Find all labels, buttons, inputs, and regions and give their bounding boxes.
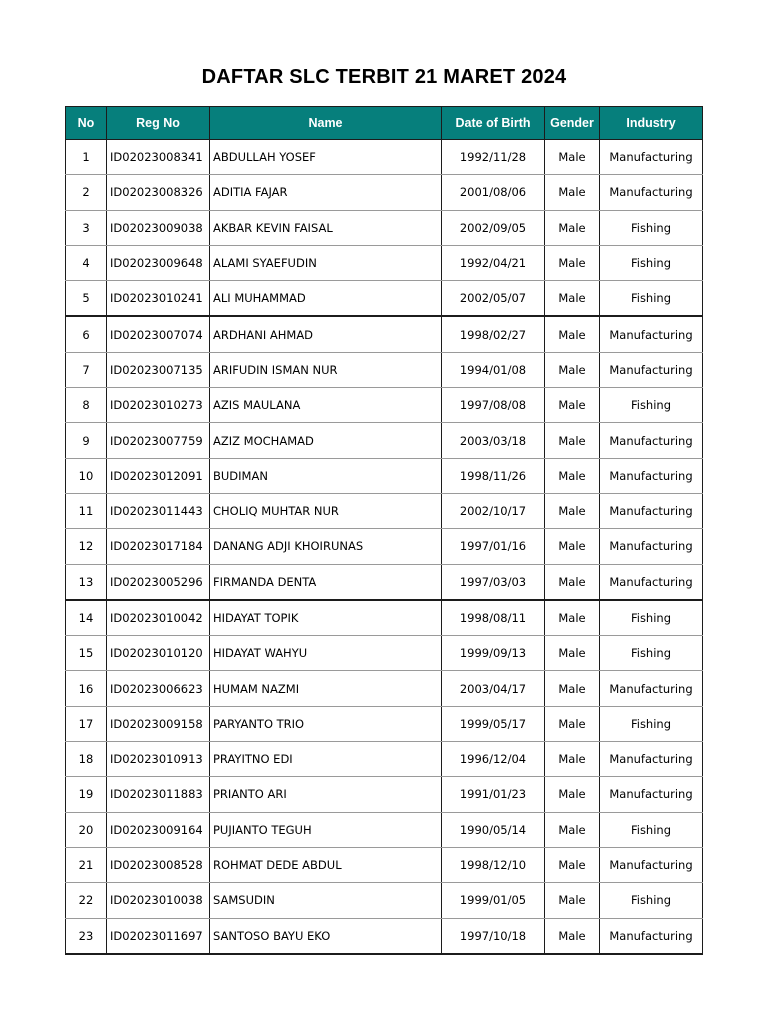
cell-name: ABDULLAH YOSEF [210, 140, 442, 175]
cell-name: ALAMI SYAEFUDIN [210, 245, 442, 280]
cell-no: 5 [66, 281, 107, 317]
cell-industry: Fishing [600, 883, 703, 918]
cell-date-of-birth: 1997/10/18 [442, 918, 545, 954]
table-row [66, 175, 703, 210]
cell-date-of-birth: 1997/08/08 [442, 388, 545, 423]
cell-gender: Male [545, 706, 600, 741]
cell-name: PRIANTO ARI [210, 777, 442, 812]
cell-name: ROHMAT DEDE ABDUL [210, 847, 442, 882]
cell-reg-no: ID02023007135 [107, 352, 210, 387]
cell-industry: Manufacturing [600, 529, 703, 564]
cell-no: 17 [66, 706, 107, 741]
table-row [66, 918, 703, 954]
cell-date-of-birth: 1997/01/16 [442, 529, 545, 564]
cell-gender: Male [545, 210, 600, 245]
table-row [66, 281, 703, 317]
cell-reg-no: ID02023009648 [107, 245, 210, 280]
cell-no: 2 [66, 175, 107, 210]
cell-no: 3 [66, 210, 107, 245]
cell-industry: Fishing [600, 706, 703, 741]
table-row [66, 352, 703, 387]
cell-no: 11 [66, 493, 107, 528]
table-row [66, 742, 703, 777]
table-row [66, 777, 703, 812]
cell-no: 22 [66, 883, 107, 918]
table-row [66, 706, 703, 741]
table-row [66, 883, 703, 918]
cell-reg-no: ID02023010120 [107, 636, 210, 671]
cell-industry: Manufacturing [600, 564, 703, 600]
table-row [66, 636, 703, 671]
cell-name: AZIS MAULANA [210, 388, 442, 423]
cell-name: HUMAM NAZMI [210, 671, 442, 706]
cell-no: 12 [66, 529, 107, 564]
slc-table [65, 106, 703, 955]
cell-no: 14 [66, 600, 107, 636]
cell-no: 18 [66, 742, 107, 777]
cell-industry: Manufacturing [600, 847, 703, 882]
column-header-reg-no: Reg No [107, 107, 210, 140]
cell-date-of-birth: 2003/03/18 [442, 423, 545, 458]
cell-name: PUJIANTO TEGUH [210, 812, 442, 847]
cell-name: SANTOSO BAYU EKO [210, 918, 442, 954]
cell-name: HIDAYAT WAHYU [210, 636, 442, 671]
table-header [66, 107, 703, 140]
cell-reg-no: ID02023010038 [107, 883, 210, 918]
cell-gender: Male [545, 493, 600, 528]
table-row [66, 812, 703, 847]
cell-industry: Manufacturing [600, 316, 703, 352]
table-row [66, 493, 703, 528]
cell-reg-no: ID02023007759 [107, 423, 210, 458]
cell-gender: Male [545, 316, 600, 352]
table-row [66, 847, 703, 882]
cell-name: ALI MUHAMMAD [210, 281, 442, 317]
cell-reg-no: ID02023011697 [107, 918, 210, 954]
cell-industry: Manufacturing [600, 742, 703, 777]
cell-industry: Manufacturing [600, 777, 703, 812]
cell-reg-no: ID02023008528 [107, 847, 210, 882]
cell-name: FIRMANDA DENTA [210, 564, 442, 600]
cell-no: 8 [66, 388, 107, 423]
cell-reg-no: ID02023005296 [107, 564, 210, 600]
table-row [66, 388, 703, 423]
cell-name: ARDHANI AHMAD [210, 316, 442, 352]
column-header-industry: Industry [600, 107, 703, 140]
cell-reg-no: ID02023010241 [107, 281, 210, 317]
cell-name: SAMSUDIN [210, 883, 442, 918]
cell-gender: Male [545, 140, 600, 175]
cell-gender: Male [545, 175, 600, 210]
cell-industry: Manufacturing [600, 918, 703, 954]
cell-date-of-birth: 1992/04/21 [442, 245, 545, 280]
cell-industry: Fishing [600, 281, 703, 317]
cell-name: DANANG ADJI KHOIRUNAS [210, 529, 442, 564]
cell-date-of-birth: 1998/08/11 [442, 600, 545, 636]
cell-date-of-birth: 1998/11/26 [442, 458, 545, 493]
cell-industry: Fishing [600, 636, 703, 671]
cell-reg-no: ID02023010913 [107, 742, 210, 777]
document-title: DAFTAR SLC TERBIT 21 MARET 2024 [201, 66, 567, 88]
cell-industry: Manufacturing [600, 423, 703, 458]
cell-no: 21 [66, 847, 107, 882]
table-row [66, 140, 703, 175]
cell-name: HIDAYAT TOPIK [210, 600, 442, 636]
cell-no: 1 [66, 140, 107, 175]
cell-name: ADITIA FAJAR [210, 175, 442, 210]
cell-gender: Male [545, 388, 600, 423]
cell-date-of-birth: 2002/05/07 [442, 281, 545, 317]
cell-date-of-birth: 1998/12/10 [442, 847, 545, 882]
cell-date-of-birth: 1996/12/04 [442, 742, 545, 777]
cell-industry: Fishing [600, 210, 703, 245]
cell-industry: Manufacturing [600, 140, 703, 175]
cell-industry: Fishing [600, 812, 703, 847]
cell-no: 9 [66, 423, 107, 458]
table-row [66, 245, 703, 280]
column-header-date-of-birth: Date of Birth [442, 107, 545, 140]
cell-reg-no: ID02023011883 [107, 777, 210, 812]
cell-reg-no: ID02023006623 [107, 671, 210, 706]
cell-gender: Male [545, 352, 600, 387]
table-row [66, 600, 703, 636]
cell-gender: Male [545, 529, 600, 564]
header-row [66, 107, 703, 140]
cell-no: 19 [66, 777, 107, 812]
cell-reg-no: ID02023009164 [107, 812, 210, 847]
cell-no: 20 [66, 812, 107, 847]
cell-date-of-birth: 2001/08/06 [442, 175, 545, 210]
cell-date-of-birth: 1991/01/23 [442, 777, 545, 812]
cell-gender: Male [545, 600, 600, 636]
cell-industry: Manufacturing [600, 352, 703, 387]
cell-name: BUDIMAN [210, 458, 442, 493]
column-header-no: No [66, 107, 107, 140]
cell-no: 4 [66, 245, 107, 280]
cell-gender: Male [545, 812, 600, 847]
cell-industry: Fishing [600, 245, 703, 280]
cell-name: CHOLIQ MUHTAR NUR [210, 493, 442, 528]
cell-no: 15 [66, 636, 107, 671]
cell-industry: Manufacturing [600, 175, 703, 210]
cell-name: AZIZ MOCHAMAD [210, 423, 442, 458]
cell-reg-no: ID02023008341 [107, 140, 210, 175]
cell-name: ARIFUDIN ISMAN NUR [210, 352, 442, 387]
cell-date-of-birth: 1999/09/13 [442, 636, 545, 671]
table-row [66, 210, 703, 245]
cell-industry: Fishing [600, 600, 703, 636]
cell-name: PARYANTO TRIO [210, 706, 442, 741]
cell-reg-no: ID02023010042 [107, 600, 210, 636]
cell-gender: Male [545, 918, 600, 954]
table-row [66, 671, 703, 706]
cell-industry: Manufacturing [600, 493, 703, 528]
cell-no: 23 [66, 918, 107, 954]
table-body [66, 140, 703, 954]
cell-reg-no: ID02023010273 [107, 388, 210, 423]
cell-date-of-birth: 1990/05/14 [442, 812, 545, 847]
cell-date-of-birth: 1999/05/17 [442, 706, 545, 741]
cell-gender: Male [545, 245, 600, 280]
cell-gender: Male [545, 883, 600, 918]
cell-gender: Male [545, 636, 600, 671]
cell-no: 13 [66, 564, 107, 600]
table-row [66, 423, 703, 458]
cell-gender: Male [545, 742, 600, 777]
cell-gender: Male [545, 423, 600, 458]
column-header-gender: Gender [545, 107, 600, 140]
cell-industry: Fishing [600, 388, 703, 423]
cell-date-of-birth: 1998/02/27 [442, 316, 545, 352]
table-row [66, 564, 703, 600]
cell-reg-no: ID02023007074 [107, 316, 210, 352]
cell-date-of-birth: 2003/04/17 [442, 671, 545, 706]
column-header-name: Name [210, 107, 442, 140]
cell-reg-no: ID02023009038 [107, 210, 210, 245]
cell-reg-no: ID02023009158 [107, 706, 210, 741]
cell-date-of-birth: 1997/03/03 [442, 564, 545, 600]
cell-date-of-birth: 2002/09/05 [442, 210, 545, 245]
cell-date-of-birth: 1992/11/28 [442, 140, 545, 175]
cell-no: 10 [66, 458, 107, 493]
cell-reg-no: ID02023008326 [107, 175, 210, 210]
table-row [66, 529, 703, 564]
cell-name: AKBAR KEVIN FAISAL [210, 210, 442, 245]
cell-reg-no: ID02023012091 [107, 458, 210, 493]
table-row [66, 316, 703, 352]
cell-no: 16 [66, 671, 107, 706]
cell-date-of-birth: 1994/01/08 [442, 352, 545, 387]
cell-no: 6 [66, 316, 107, 352]
cell-reg-no: ID02023011443 [107, 493, 210, 528]
cell-date-of-birth: 2002/10/17 [442, 493, 545, 528]
cell-date-of-birth: 1999/01/05 [442, 883, 545, 918]
cell-no: 7 [66, 352, 107, 387]
cell-gender: Male [545, 671, 600, 706]
cell-gender: Male [545, 777, 600, 812]
cell-gender: Male [545, 281, 600, 317]
cell-industry: Manufacturing [600, 671, 703, 706]
cell-gender: Male [545, 458, 600, 493]
cell-gender: Male [545, 564, 600, 600]
cell-industry: Manufacturing [600, 458, 703, 493]
cell-gender: Male [545, 847, 600, 882]
table-row [66, 458, 703, 493]
cell-name: PRAYITNO EDI [210, 742, 442, 777]
cell-reg-no: ID02023017184 [107, 529, 210, 564]
